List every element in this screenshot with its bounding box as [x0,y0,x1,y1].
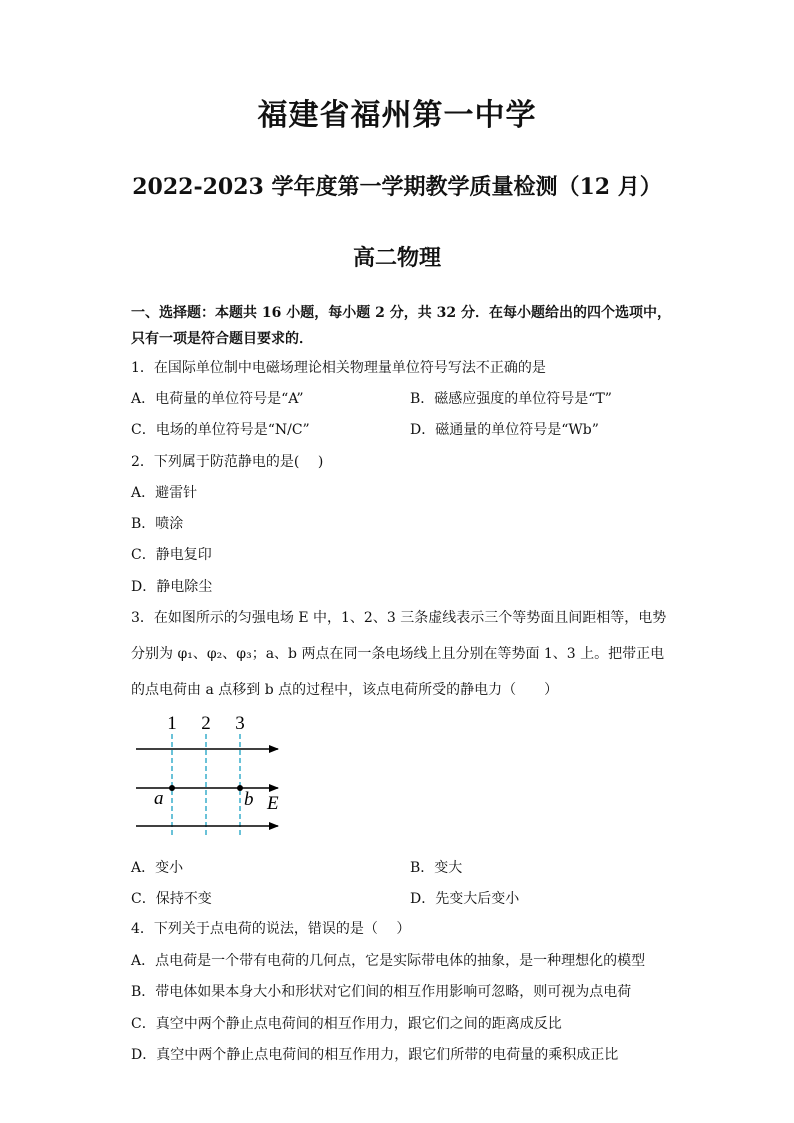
question-4-option-d: D．真空中两个静止点电荷间的相互作用力，跟它们所带的电荷量的乘积成正比 [131,1047,619,1063]
question-3-option-a: A．变小 [131,860,184,876]
question-3-stem-line2: 分别为 φ₁、φ₂、φ₃；a、b 两点在同一条电场线上且分别在等势面 1、3 上。把带正电 [131,646,665,662]
point-b-dot [237,785,243,791]
question-4-option-a: A．点电荷是一个带有电荷的几何点，它是实际带电体的抽象，是一种理想化的模型 [131,953,646,969]
section-instruction-line2: 只有一项是符合题目要求的． [131,331,313,347]
question-1-option-b: B．磁感应强度的单位符号是“T” [410,391,612,407]
question-1-stem: 1．在国际单位制中电磁场理论相关物理量单位符号写法不正确的是 [131,360,546,376]
question-2-option-c: C．静电复印 [131,547,212,563]
point-a-label: a [154,788,164,809]
question-1-option-c: C．电场的单位符号是“N/C” [131,422,310,438]
subject-title: 高二物理 [352,245,441,271]
point-b-label: b [244,789,254,810]
question-3-option-c: C．保持不变 [131,891,212,907]
electric-field-figure [130,706,300,842]
school-title: 福建省福州第一中学 [257,98,537,133]
question-2-option-d: D．静电除尘 [131,579,213,595]
question-3-stem-line1: 3．在如图所示的匀强电场 E 中，1、2、3 三条虚线表示三个等势面且间距相等，电势 [131,610,667,626]
question-2-option-a: A．避雷针 [131,485,198,501]
question-4-option-b: B．带电体如果本身大小和形状对它们间的相互作用影响可忽略，则可视为点电荷 [131,984,632,1000]
question-4-stem: 4．下列关于点电荷的说法，错误的是（ ） [131,921,411,937]
question-2-stem: 2．下列属于防范静电的是( ) [131,454,324,470]
point-a-dot [169,785,175,791]
question-3-option-b: B．变大 [410,860,463,876]
section-instruction-line1: 一、选择题：本题共 16 小题，每小题 2 分，共 32 分．在每小题给出的四个选项中， [131,305,671,321]
exam-title: 2022-2023 学年度第一学期教学质量检测（12 月） [132,174,662,200]
surface-label-3: 3 [235,713,245,734]
question-2-option-b: B．喷涂 [131,516,184,532]
question-3-option-d: D．先变大后变小 [410,891,520,907]
surface-label-1: 1 [167,713,177,734]
field-label-e: E [267,793,279,814]
question-3-stem-line3: 的点电荷由 a 点移到 b 点的过程中，该点电荷所受的静电力（ ） [131,682,559,698]
question-1-option-a: A．电荷量的单位符号是“A” [131,391,304,407]
question-1-option-d: D．磁通量的单位符号是“Wb” [410,422,599,438]
question-4-option-c: C．真空中两个静止点电荷间的相互作用力，跟它们之间的距离成反比 [131,1016,562,1032]
surface-label-2: 2 [201,713,211,734]
